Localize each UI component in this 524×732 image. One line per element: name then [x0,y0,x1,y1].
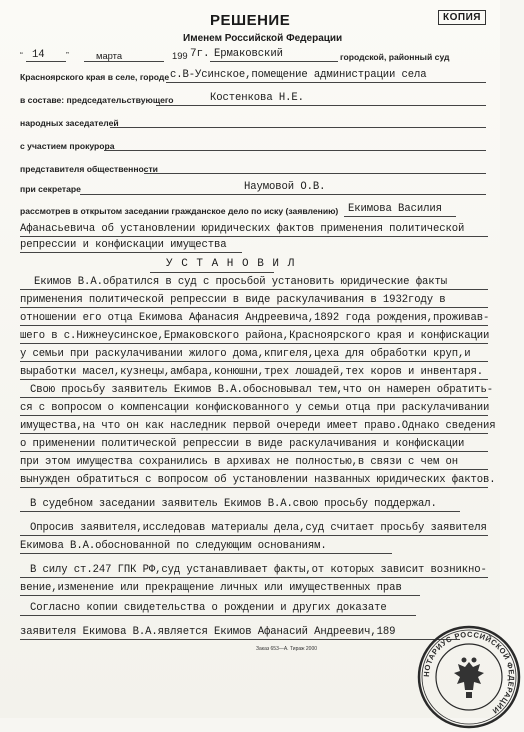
prosecutor-label: с участием прокурора [20,141,115,151]
copy-stamp: КОПИЯ [438,10,486,25]
year-prefix: 199 [172,50,188,61]
body-line: Опросив заявителя,исследовав материалы дела,суд считает просьбу заявителя [30,522,487,534]
body-line: В силу ст.247 ГПК РФ,суд устанавливает факты,от которых зависит возникно- [30,564,487,576]
body-line: выработки масел,кузнецы,амбара,конюшни,трех лошадей,тех коров и инвентаря. [20,366,484,378]
public-rep-label: представителя общественности [20,164,158,174]
quote-close: ” [66,50,69,60]
body-line-underline [20,433,488,434]
body-line: Согласно копии свидетельства о рождении и других доказате [30,602,387,614]
body-line-underline [20,639,460,640]
body-line: заявителя Екимова В.А.является Екимов Афанасий Андреевич,189 [20,626,396,638]
assessors-label: народных заседателей [20,118,119,128]
venue-underline [166,82,486,83]
body-line-underline [20,487,488,488]
body-line-underline [20,595,420,596]
region-label: Красноярского края в селе, городе [20,72,170,82]
notary-seal [414,622,517,718]
court-type-label: городской, районный суд [340,52,450,62]
body-line-underline [20,397,488,398]
body-line: вение,изменение или прекращение личных или имущественных прав [20,582,402,594]
secretary-name: Наумовой О.В. [244,181,326,193]
case-line-1-underline [344,216,456,217]
body-line-underline [20,415,488,416]
body-line: Екимов В.А.обратился в суд с просьбой установить юридические факты [34,276,447,288]
body-line: применения политической репрессии в виде раскулачивания в 1932году в [20,294,446,306]
assessors-underline [110,127,486,128]
body-line-underline [20,325,488,326]
case-line-3: репрессии и конфискации имущества [20,239,227,251]
case-label: рассмотрев в открытом заседании гражданское дело по иску (заявлению) [20,206,339,216]
body-line-underline [20,615,416,616]
print-info: Заказ 653—А. Тираж 2000 [256,646,318,652]
body-line-underline [20,535,488,536]
year-suffix: 7г. [190,48,210,60]
body-line: Свою просьбу заявитель Екимов В.А.обосновывал тем,что он намерен обратить- [30,384,494,396]
document-title: РЕШЕНИЕ [210,12,291,29]
body-line: отношении его отца Екимова Афанасия Андреевича,1892 года рождения,проживав- [20,312,490,324]
body-line-underline [20,469,488,470]
body-heading: У С Т А Н О В И Л [166,258,296,270]
body-line-underline [20,553,392,554]
eagle-emblem-icon [454,658,484,699]
body-line: вынужден обратиться с вопросом об установлении названных юридических фактов. [20,474,496,486]
body-line-underline [20,451,488,452]
body-heading-underline [150,272,274,273]
court-name: Ермаковский [214,48,283,60]
prosecutor-underline [104,150,486,151]
case-line-1: Екимова Василия [348,203,442,215]
body-line-underline [20,577,488,578]
date-month: марта [96,50,123,61]
body-line: у семьи при раскулачивании жилого дома,кпигеля,цеха для обработки круп,и [20,348,471,360]
secretary-underline [80,194,486,195]
court-underline [210,61,338,62]
body-line-underline [20,511,460,512]
date-day-underline [26,61,66,62]
body-line-underline [20,361,488,362]
body-line: о применении политической репрессии в виде раскулачивания и конфискации [20,438,465,450]
seal-text: НОТАРИУС РОССИЙСКОЙ ФЕДЕРАЦИИ [421,629,517,716]
case-line-2-underline [20,236,488,237]
body-line-underline [20,307,488,308]
body-line-underline [20,289,488,290]
presiding-judge: Костенкова Н.Е. [210,92,304,104]
venue: с.В-Усинское,помещение администрации села [170,69,427,81]
presiding-underline [156,105,486,106]
case-line-3-underline [20,252,242,253]
body-line-underline [20,343,488,344]
secretary-label: при секретаре [20,184,81,194]
quote-open: “ [20,50,23,60]
composition-label: в составе: председательствующего [20,95,174,105]
public-rep-underline [144,173,486,174]
date-day: 14 [32,49,45,61]
document-subtitle: Именем Российской Федерации [183,33,343,44]
body-line: В судебном заседании заявитель Екимов В.А.свою просьбу поддержал. [30,498,437,510]
date-month-underline [84,61,164,62]
body-line: Екимова В.А.обоснованной по следующим основаниям. [20,540,327,552]
body-line: шего в с.Нижнеусинское,Ермаковского района,Красноярского края и конфискации [20,330,490,342]
body-line-underline [20,379,488,380]
body-line: ся с вопросом о компенсации конфискованного у семьи отца при раскулачивании [20,402,490,414]
case-line-2: Афанасьевича об установлении юридических фактов применения политической [20,223,465,235]
body-line: при этом имущества сохранились в архивах не полностью,в связи с чем он [20,456,459,468]
body-line: имущества,на что он как наследник первой очереди имеет право.Однако сведения [20,420,496,432]
